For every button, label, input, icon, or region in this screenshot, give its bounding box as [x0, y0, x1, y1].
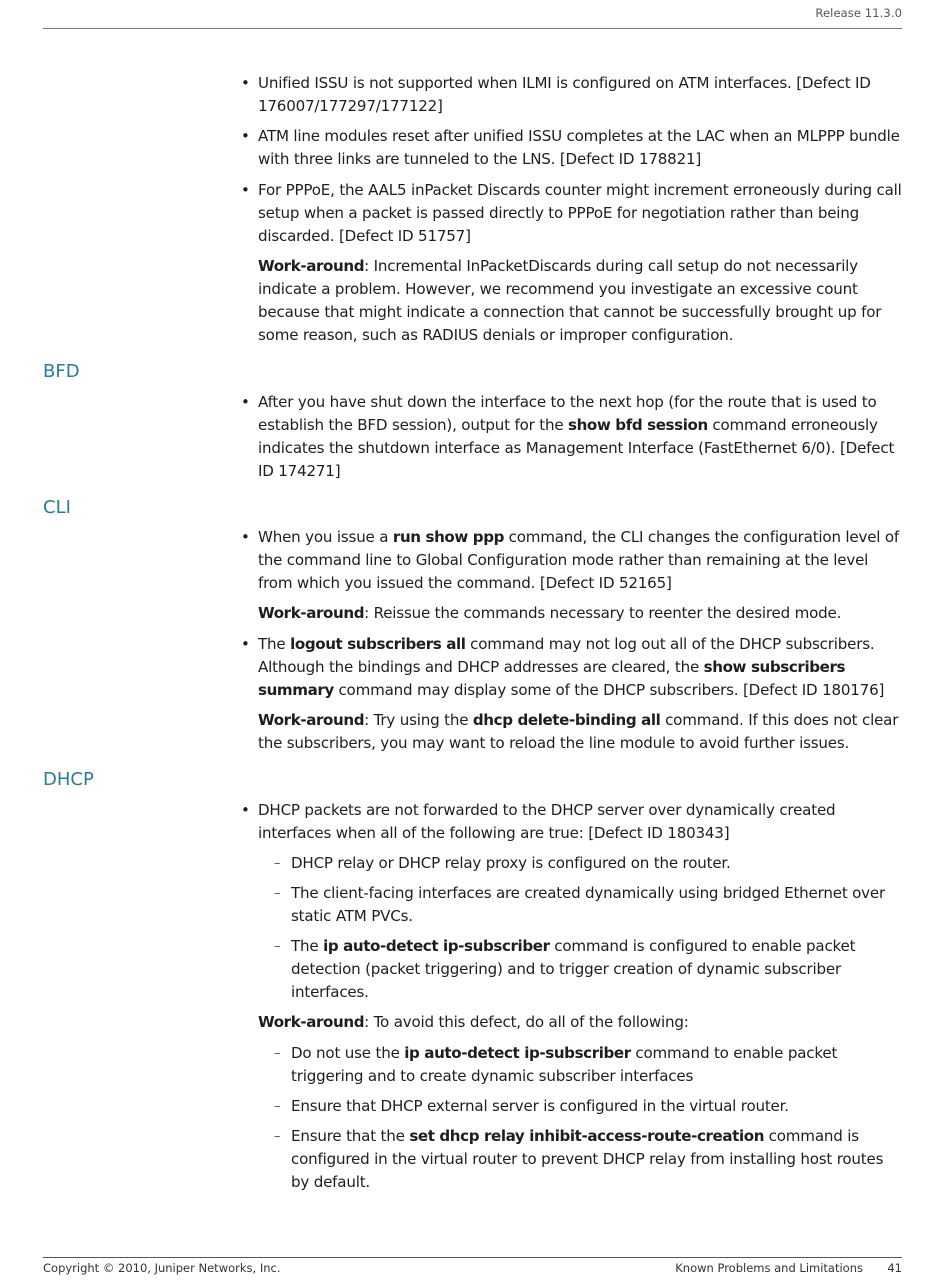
copyright-text: Copyright © 2010, Juniper Networks, Inc. — [43, 1261, 281, 1275]
item-text: command may display some of the DHCP subscribers. [Defect ID 180176] — [333, 681, 885, 699]
command-name: ip auto-detect ip-subscriber — [404, 1044, 631, 1062]
item-text: Ensure that DHCP external server is configured in the virtual router. — [291, 1097, 789, 1115]
dash-icon: – — [274, 939, 281, 954]
item-text: command, the CLI changes the configuration level of the command line to Global Configuration mode rather than remaining at the level from which you issued the command. [Defect ID 52165] — [258, 528, 900, 592]
command-name: show bfd session — [568, 416, 708, 434]
dash-icon: – — [274, 886, 281, 901]
workaround-paragraph — [258, 709, 903, 755]
list-item — [241, 179, 903, 248]
workaround-text: command. If this does not clear the subscribers, you may want to reload the line module to avoid further issues. — [258, 711, 899, 752]
bullet-icon: • — [241, 528, 250, 546]
list-item — [241, 633, 903, 702]
command-name: show subscribers summary — [258, 658, 846, 699]
sub-list-item — [274, 882, 903, 928]
item-text: command to enable packet triggering and to create dynamic subscriber interfaces — [291, 1044, 838, 1085]
workaround-paragraph — [258, 1011, 903, 1034]
item-text: Unified ISSU is not supported when ILMI is configured on ATM interfaces. [Defect ID 176007/177297/177122] — [258, 74, 871, 115]
list-item — [241, 391, 903, 483]
item-text: DHCP relay or DHCP relay proxy is configured on the router. — [291, 854, 731, 872]
item-text: command is configured to enable packet detection (packet triggering) and to trigger creation of dynamic subscriber interfaces. — [291, 937, 856, 1001]
sub-list-item — [274, 1125, 903, 1194]
section-heading-dhcp: DHCP — [43, 769, 94, 790]
sub-list-item — [274, 1095, 903, 1118]
list-item — [241, 72, 903, 118]
item-text: The client-facing interfaces are created dynamically using bridged Ethernet over static ATM PVCs. — [291, 884, 885, 925]
workaround-text: : Incremental InPacketDiscards during call setup do not necessarily indicate a problem. However, we recommend you investigate an excessive count because that might indicate a connection that cannot be successfully brought up for some reason, such as RADIUS denials or improper configuration. — [258, 257, 882, 344]
page-footer — [43, 1257, 902, 1275]
list-item — [241, 799, 903, 845]
bullet-icon: • — [241, 801, 250, 819]
command-name: set dhcp relay inhibit-access-route-creation — [409, 1127, 765, 1145]
page-header — [43, 6, 902, 29]
command-name: run show ppp — [392, 528, 505, 546]
dash-icon: – — [274, 1099, 281, 1114]
item-text: For PPPoE, the AAL5 inPacket Discards counter might increment erroneously during call setup when a packet is passed directly to PPPoE for negotiation rather than being discarded. [Defect ID 51757] — [258, 181, 902, 245]
sub-list-item — [274, 935, 903, 1004]
workaround-label: Work-around — [258, 257, 365, 275]
sub-list-item — [274, 1042, 903, 1088]
item-text: command erroneously indicates the shutdown interface as Management Interface (FastEthernet 6/0). [Defect ID 174271] — [258, 416, 895, 480]
workaround-paragraph — [258, 602, 903, 625]
bullet-icon: • — [241, 635, 250, 653]
workaround-text: : Try using the — [364, 711, 473, 729]
workaround-label: Work-around — [258, 604, 365, 622]
workaround-text: : Reissue the commands necessary to reenter the desired mode. — [364, 604, 842, 622]
item-text: command is configured in the virtual router to prevent DHCP relay from installing host routes by default. — [291, 1127, 884, 1191]
workaround-paragraph — [258, 255, 903, 347]
list-item — [241, 526, 903, 595]
bullet-icon: • — [241, 127, 250, 145]
dash-icon: – — [274, 1046, 281, 1061]
item-text: DHCP packets are not forwarded to the DHCP server over dynamically created interfaces when all of the following are true: [Defect ID 180343] — [258, 801, 836, 842]
item-text: Ensure that the — [291, 1127, 410, 1145]
workaround-label: Work-around — [258, 1013, 365, 1031]
dash-icon: – — [274, 856, 281, 871]
section-heading-bfd: BFD — [43, 361, 80, 382]
command-name: logout subscribers all — [290, 635, 466, 653]
command-name: ip auto-detect ip-subscriber — [323, 937, 550, 955]
footer-section-title: Known Problems and Limitations — [675, 1261, 863, 1275]
item-text: command may not log out all of the DHCP subscribers. Although the bindings and DHCP addresses are cleared, the — [258, 635, 875, 676]
bullet-icon: • — [241, 74, 250, 92]
item-text: When you issue a — [258, 528, 393, 546]
section-heading-cli: CLI — [43, 497, 71, 518]
item-text: Do not use the — [291, 1044, 405, 1062]
item-text: ATM line modules reset after unified ISSU completes at the LAC when an MLPPP bundle with three links are tunneled to the LNS. [Defect ID 178821] — [258, 127, 900, 168]
workaround-label: Work-around — [258, 711, 365, 729]
bullet-icon: • — [241, 393, 250, 411]
workaround-text: : To avoid this defect, do all of the following: — [364, 1013, 689, 1031]
command-name: dhcp delete-binding all — [472, 711, 661, 729]
page-number: 41 — [887, 1261, 902, 1275]
list-item — [241, 125, 903, 171]
item-text: The — [258, 635, 291, 653]
release-label: Release 11.3.0 — [815, 6, 902, 20]
bullet-icon: • — [241, 181, 250, 199]
item-text: After you have shut down the interface to the next hop (for the route that is used to establish the BFD session), output for the — [258, 393, 877, 434]
item-text: The — [291, 937, 324, 955]
dash-icon: – — [274, 1129, 281, 1144]
sub-list-item — [274, 852, 903, 875]
